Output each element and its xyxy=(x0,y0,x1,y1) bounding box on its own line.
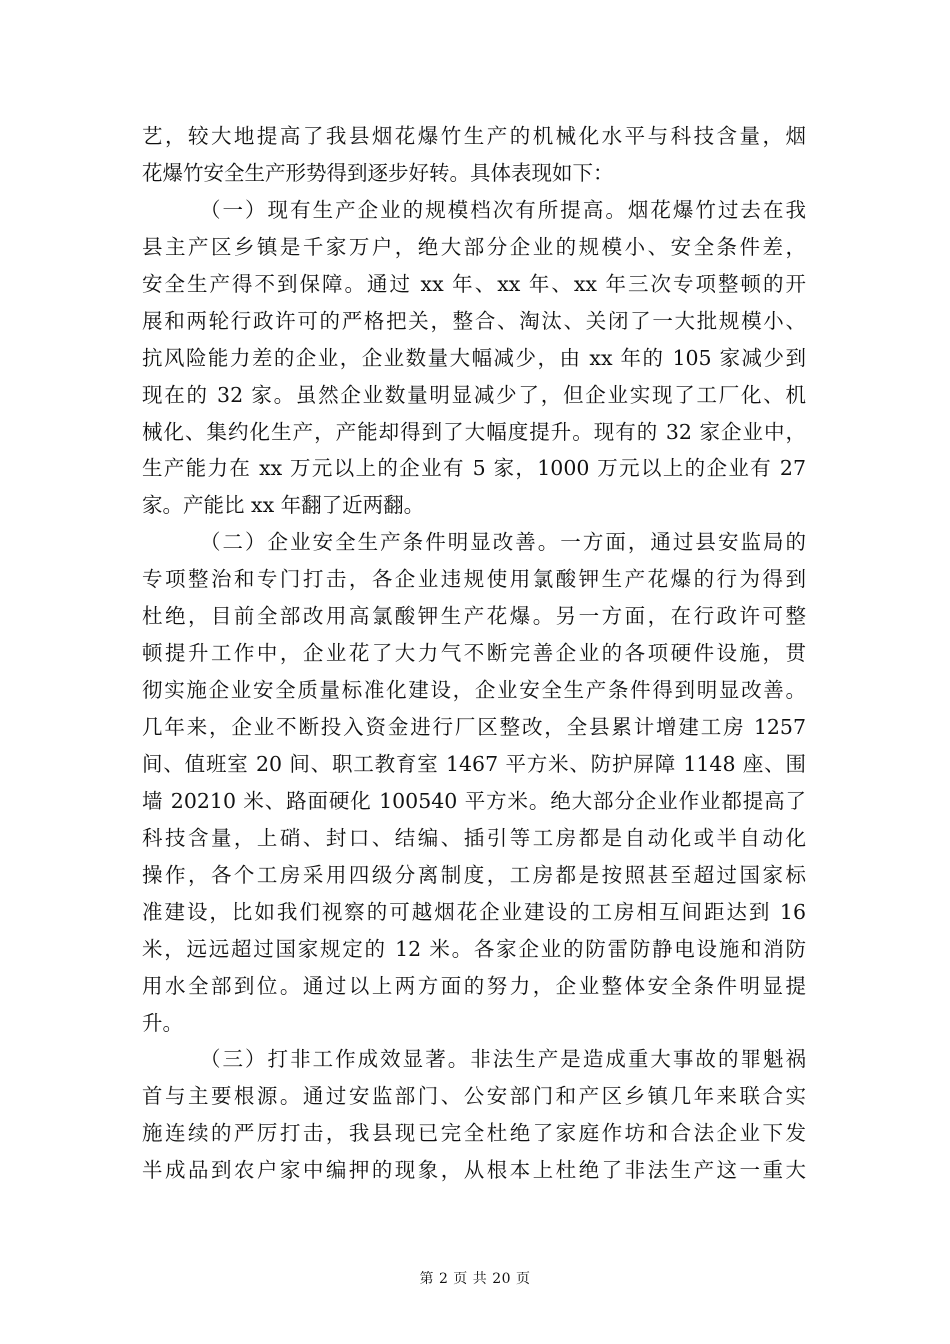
text-line: 花爆竹安全生产形势得到逐步好转。具体表现如下： xyxy=(142,160,614,185)
text-line: 艺，较大地提高了我县烟花爆竹生产的机械化水平与科技含量，烟 xyxy=(142,124,806,148)
text-line: 米，远远超过国家规定的 12 米。各家企业的防雷防静电设施和消防 xyxy=(142,936,806,961)
text-line: 生产能力在 xx 万元以上的企业有 5 家，1000 万元以上的企业有 27 xyxy=(142,456,806,481)
text-line: （三）打非工作成效显著。非法生产是造成重大事故的罪魁祸 xyxy=(200,1047,806,1072)
text-line: 升。 xyxy=(142,1010,183,1035)
text-line: 杜绝，目前全部改用高氯酸钾生产花爆。另一方面，在行政许可整 xyxy=(142,604,806,629)
text-line: 展和两轮行政许可的严格把关，整合、淘汰、关闭了一大批规模小、 xyxy=(142,308,806,333)
text-line: （二）企业安全生产条件明显改善。一方面，通过县安监局的 xyxy=(200,530,806,555)
text-line: 施连续的严厉打击，我县现已完全杜绝了家庭作坊和合法企业下发 xyxy=(142,1121,806,1146)
text-line: 首与主要根源。通过安监部门、公安部门和产区乡镇几年来联合实 xyxy=(142,1084,806,1109)
text-line: 县主产区乡镇是千家万户，绝大部分企业的规模小、安全条件差， xyxy=(142,234,806,259)
document-body xyxy=(142,118,806,1189)
text-line: 准建设，比如我们视察的可越烟花企业建设的工房相互间距达到 16 xyxy=(142,899,806,924)
text-line: 顿提升工作中，企业花了大力气不断完善企业的各项硬件设施，贯 xyxy=(142,641,806,666)
text-line: 抗风险能力差的企业，企业数量大幅减少，由 xx 年的 105 家减少到 xyxy=(142,345,806,370)
text-line: 专项整治和专门打击，各企业违规使用氯酸钾生产花爆的行为得到 xyxy=(142,567,806,592)
text-line: 操作，各个工房采用四级分离制度，工房都是按照甚至超过国家标 xyxy=(142,862,806,887)
text-line: 墙 20210 米、路面硬化 100540 平方米。绝大部分企业作业都提高了 xyxy=(142,788,806,813)
page-number-footer: 第 2 页 共 20 页 xyxy=(419,1271,531,1287)
text-line: 间、值班室 20 间、职工教育室 1467 平方米、防护屏障 1148 座、围 xyxy=(142,751,806,776)
text-line: 械化、集约化生产，产能却得到了大幅度提升。现有的 32 家企业中， xyxy=(142,419,806,444)
text-line: 家。产能比 xx 年翻了近两翻。 xyxy=(142,493,425,518)
text-line: 现在的 32 家。虽然企业数量明显减少了，但企业实现了工厂化、机 xyxy=(142,382,806,407)
text-line: 彻实施企业安全质量标准化建设，企业安全生产条件得到明显改善。 xyxy=(142,678,806,703)
text-line: 科技含量，上硝、封口、结编、插引等工房都是自动化或半自动化 xyxy=(142,825,806,850)
text-line: 几年来，企业不断投入资金进行厂区整改，全县累计增建工房 1257 xyxy=(142,715,806,739)
text-line: （一）现有生产企业的规模档次有所提高。烟花爆竹过去在我 xyxy=(200,197,806,222)
text-line: 半成品到农户家中编押的现象，从根本上杜绝了非法生产这一重大 xyxy=(142,1158,806,1183)
text-line: 用水全部到位。通过以上两方面的努力，企业整体安全条件明显提 xyxy=(142,973,806,998)
text-line: 安全生产得不到保障。通过 xx 年、xx 年、xx 年三次专项整顿的开 xyxy=(142,271,806,296)
